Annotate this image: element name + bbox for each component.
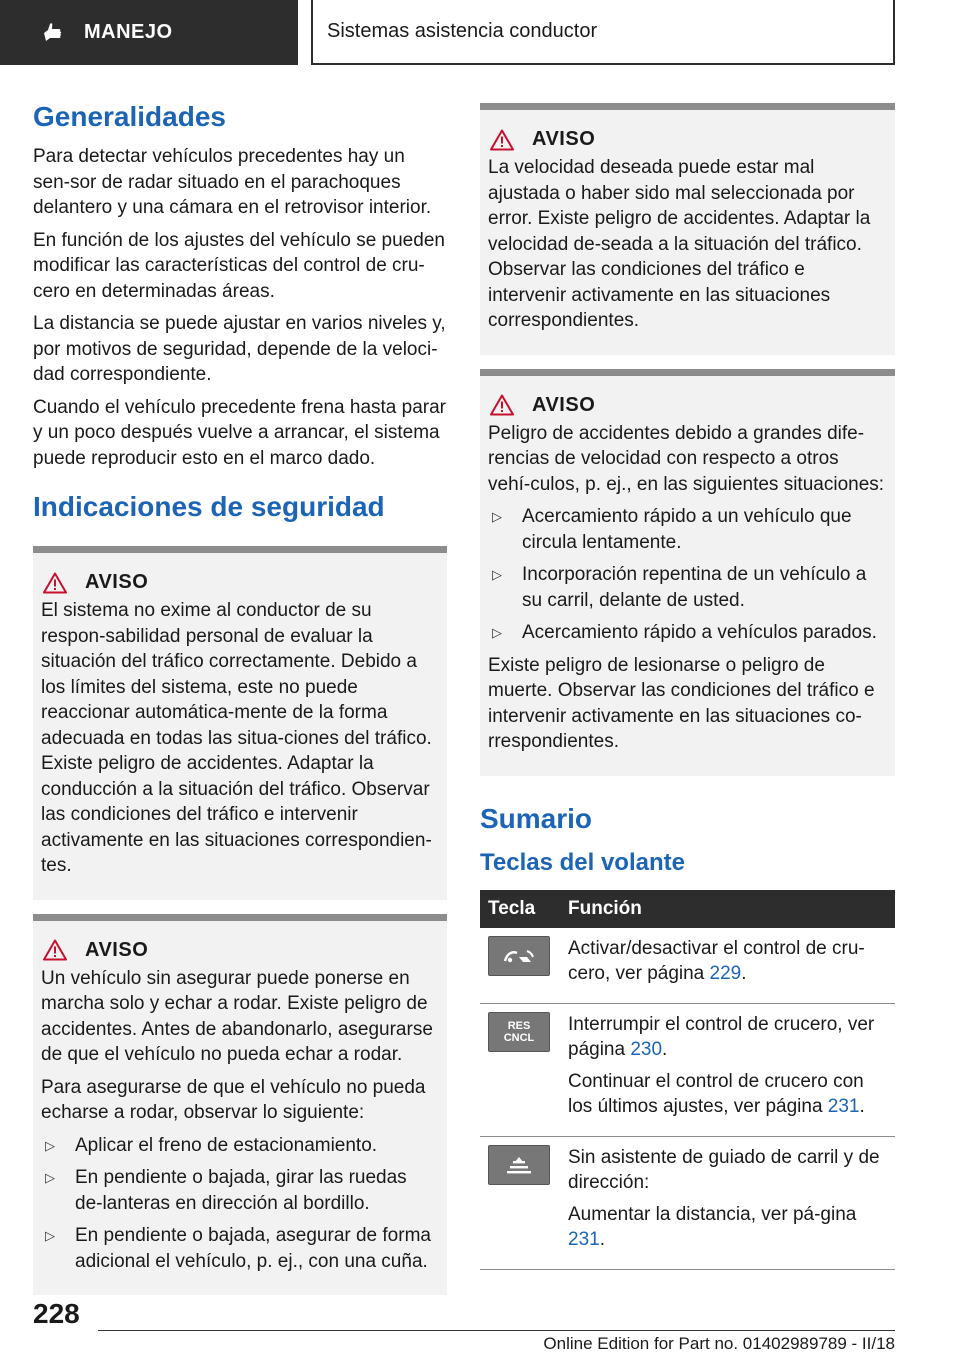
heading-safety: Indicaciones de seguridad <box>33 491 385 522</box>
warning-label: AVISO <box>85 571 149 593</box>
left-column <box>33 96 447 1309</box>
function-text: Aumentar la distancia, ver pá-gina 231. <box>568 1203 857 1250</box>
right-column <box>480 103 895 1270</box>
warning-text: El sistema no exime al conductor de su respon-sabilidad personal de evaluar la situación del tráfico correctamente. Debido a los límites del sistema, este no puede reaccionar automática-mente de la forma adecuada en todas las situa-ciones del tráfico. Existe peligro de accidentes. Adaptar la conducción a la situación del tráfico. Observar las condiciones del tráfico e intervenir activamente en las situaciones correspondien-tes. <box>41 600 432 876</box>
warning-text: Un vehículo sin asegurar puede ponerse en marcha solo y echar a rodar. Existe peligro de accidentes. Antes de abandonarlo, asegurarse de que el vehículo no pueda echar a rodar. <box>41 967 433 1065</box>
warning-list <box>480 504 885 646</box>
general-para-3: La distancia se puede ajustar en varios niveles y, por motivos de seguridad, depende de la veloci-dad correspondiente. <box>33 313 446 385</box>
chapter-title: Sistemas asistencia conductor <box>311 0 895 65</box>
footer-divider <box>98 1330 895 1331</box>
heading-sumario: Sumario <box>480 802 593 834</box>
warning-text: Existe peligro de lesionarse o peligro de muerte. Observar las condiciones del tráfico e intervenir activamente en las situaciones co-rrespondientes. <box>488 654 875 752</box>
bullet-triangle-icon: ▷ <box>492 625 502 640</box>
bullet-triangle-icon: ▷ <box>45 1137 55 1153</box>
page-number: 228 <box>33 1298 80 1329</box>
warning-triangle-icon <box>43 939 67 961</box>
function-text: Sin asistente de guiado de carril y de dirección: <box>568 1146 880 1193</box>
page-link[interactable]: 231 <box>827 1096 860 1117</box>
cruise-control-icon <box>488 936 550 976</box>
general-para-4: Cuando el vehículo precedente frena hasta parar y un poco después vuelve a arrancar, el sistema puede reproducir esto en el marco dado. <box>33 396 446 469</box>
bullet-triangle-icon: ▷ <box>45 1170 55 1185</box>
list-item: ▷ Incorporación repentina de un vehículo a su carril, delante de usted. <box>492 564 867 611</box>
res-cncl-icon: RES CNCL <box>488 1012 550 1052</box>
bullet-triangle-icon: ▷ <box>492 509 502 524</box>
warning-label: AVISO <box>532 393 596 416</box>
section-label: MANEJO <box>84 21 173 43</box>
col-header-key: Tecla <box>480 890 560 928</box>
steering-hand-icon <box>40 21 64 45</box>
list-item: ▷ Acercamiento rápido a vehículos parados. <box>480 620 885 646</box>
footer-edition: Online Edition for Part no. 01402989789 - II/18 <box>543 1334 895 1353</box>
warning-box-3 <box>480 103 895 355</box>
warning-triangle-icon <box>43 572 67 594</box>
page-link[interactable]: 231 <box>568 1229 600 1250</box>
warning-triangle-icon <box>490 129 514 151</box>
warning-label: AVISO <box>85 938 149 961</box>
bullet-triangle-icon: ▷ <box>45 1228 55 1243</box>
col-header-function: Función <box>560 890 895 928</box>
warning-box-2 <box>33 914 447 1296</box>
warning-text: Para asegurarse de que el vehículo no pueda echarse a rodar, observar lo siguiente: <box>41 1076 426 1123</box>
list-item: ▷ En pendiente o bajada, girar las ruedas de-lanteras en dirección al bordillo. <box>45 1167 407 1214</box>
warning-box-1 <box>33 546 447 900</box>
table-row <box>480 1003 895 1136</box>
warning-list <box>33 1133 437 1275</box>
list-item: ▷ Aplicar el freno de estacionamiento. <box>33 1133 437 1159</box>
list-item: ▷ Acercamiento rápido a un vehículo que circula lentamente. <box>492 506 852 553</box>
warning-text: Peligro de accidentes debido a grandes dife-rencias de velocidad con respecto a otros vehí-culos, p. ej., en las siguientes situaciones: <box>488 422 885 495</box>
warning-box-4 <box>480 369 895 776</box>
list-item: ▷ En pendiente o bajada, asegurar de forma adicional el vehículo, p. ej., con una cuña. <box>45 1225 431 1272</box>
section-tab <box>0 0 298 65</box>
function-text: Interrumpir el control de crucero, ver página 230. <box>568 1013 875 1060</box>
general-para-1: Para detectar vehículos precedentes hay un sen-sor de radar situado en el parachoques delantero y una cámara en el retrovisor interior. <box>33 146 432 218</box>
table-row <box>480 1136 895 1269</box>
warning-label: AVISO <box>532 128 596 150</box>
function-text: Continuar el control de crucero con los últimos ajustes, ver página 231. <box>568 1070 865 1117</box>
heading-generalidades: Generalidades <box>33 101 226 132</box>
distance-increase-icon <box>488 1145 550 1185</box>
heading-teclas: Teclas del volante <box>480 848 685 876</box>
function-text: Activar/desactivar el control de cru-cero, ver página 229. <box>568 937 865 984</box>
page-link[interactable]: 230 <box>630 1039 663 1060</box>
warning-text: La velocidad deseada puede estar mal ajustada o haber sido mal seleccionada por error. Existe peligro de accidentes. Adaptar la velocidad de-seada a la situación del tráfico. Observar las condiciones del tráfico e intervenir activamente en las situaciones correspondientes. <box>488 157 871 331</box>
page-link[interactable]: 229 <box>709 963 742 984</box>
warning-triangle-icon <box>490 394 514 416</box>
general-para-2: En función de los ajustes del vehículo se pueden modificar las características del control de cru-cero en determinadas áreas. <box>33 229 445 302</box>
bullet-triangle-icon: ▷ <box>492 567 502 582</box>
keys-table <box>480 890 895 1270</box>
table-row <box>480 928 895 1004</box>
